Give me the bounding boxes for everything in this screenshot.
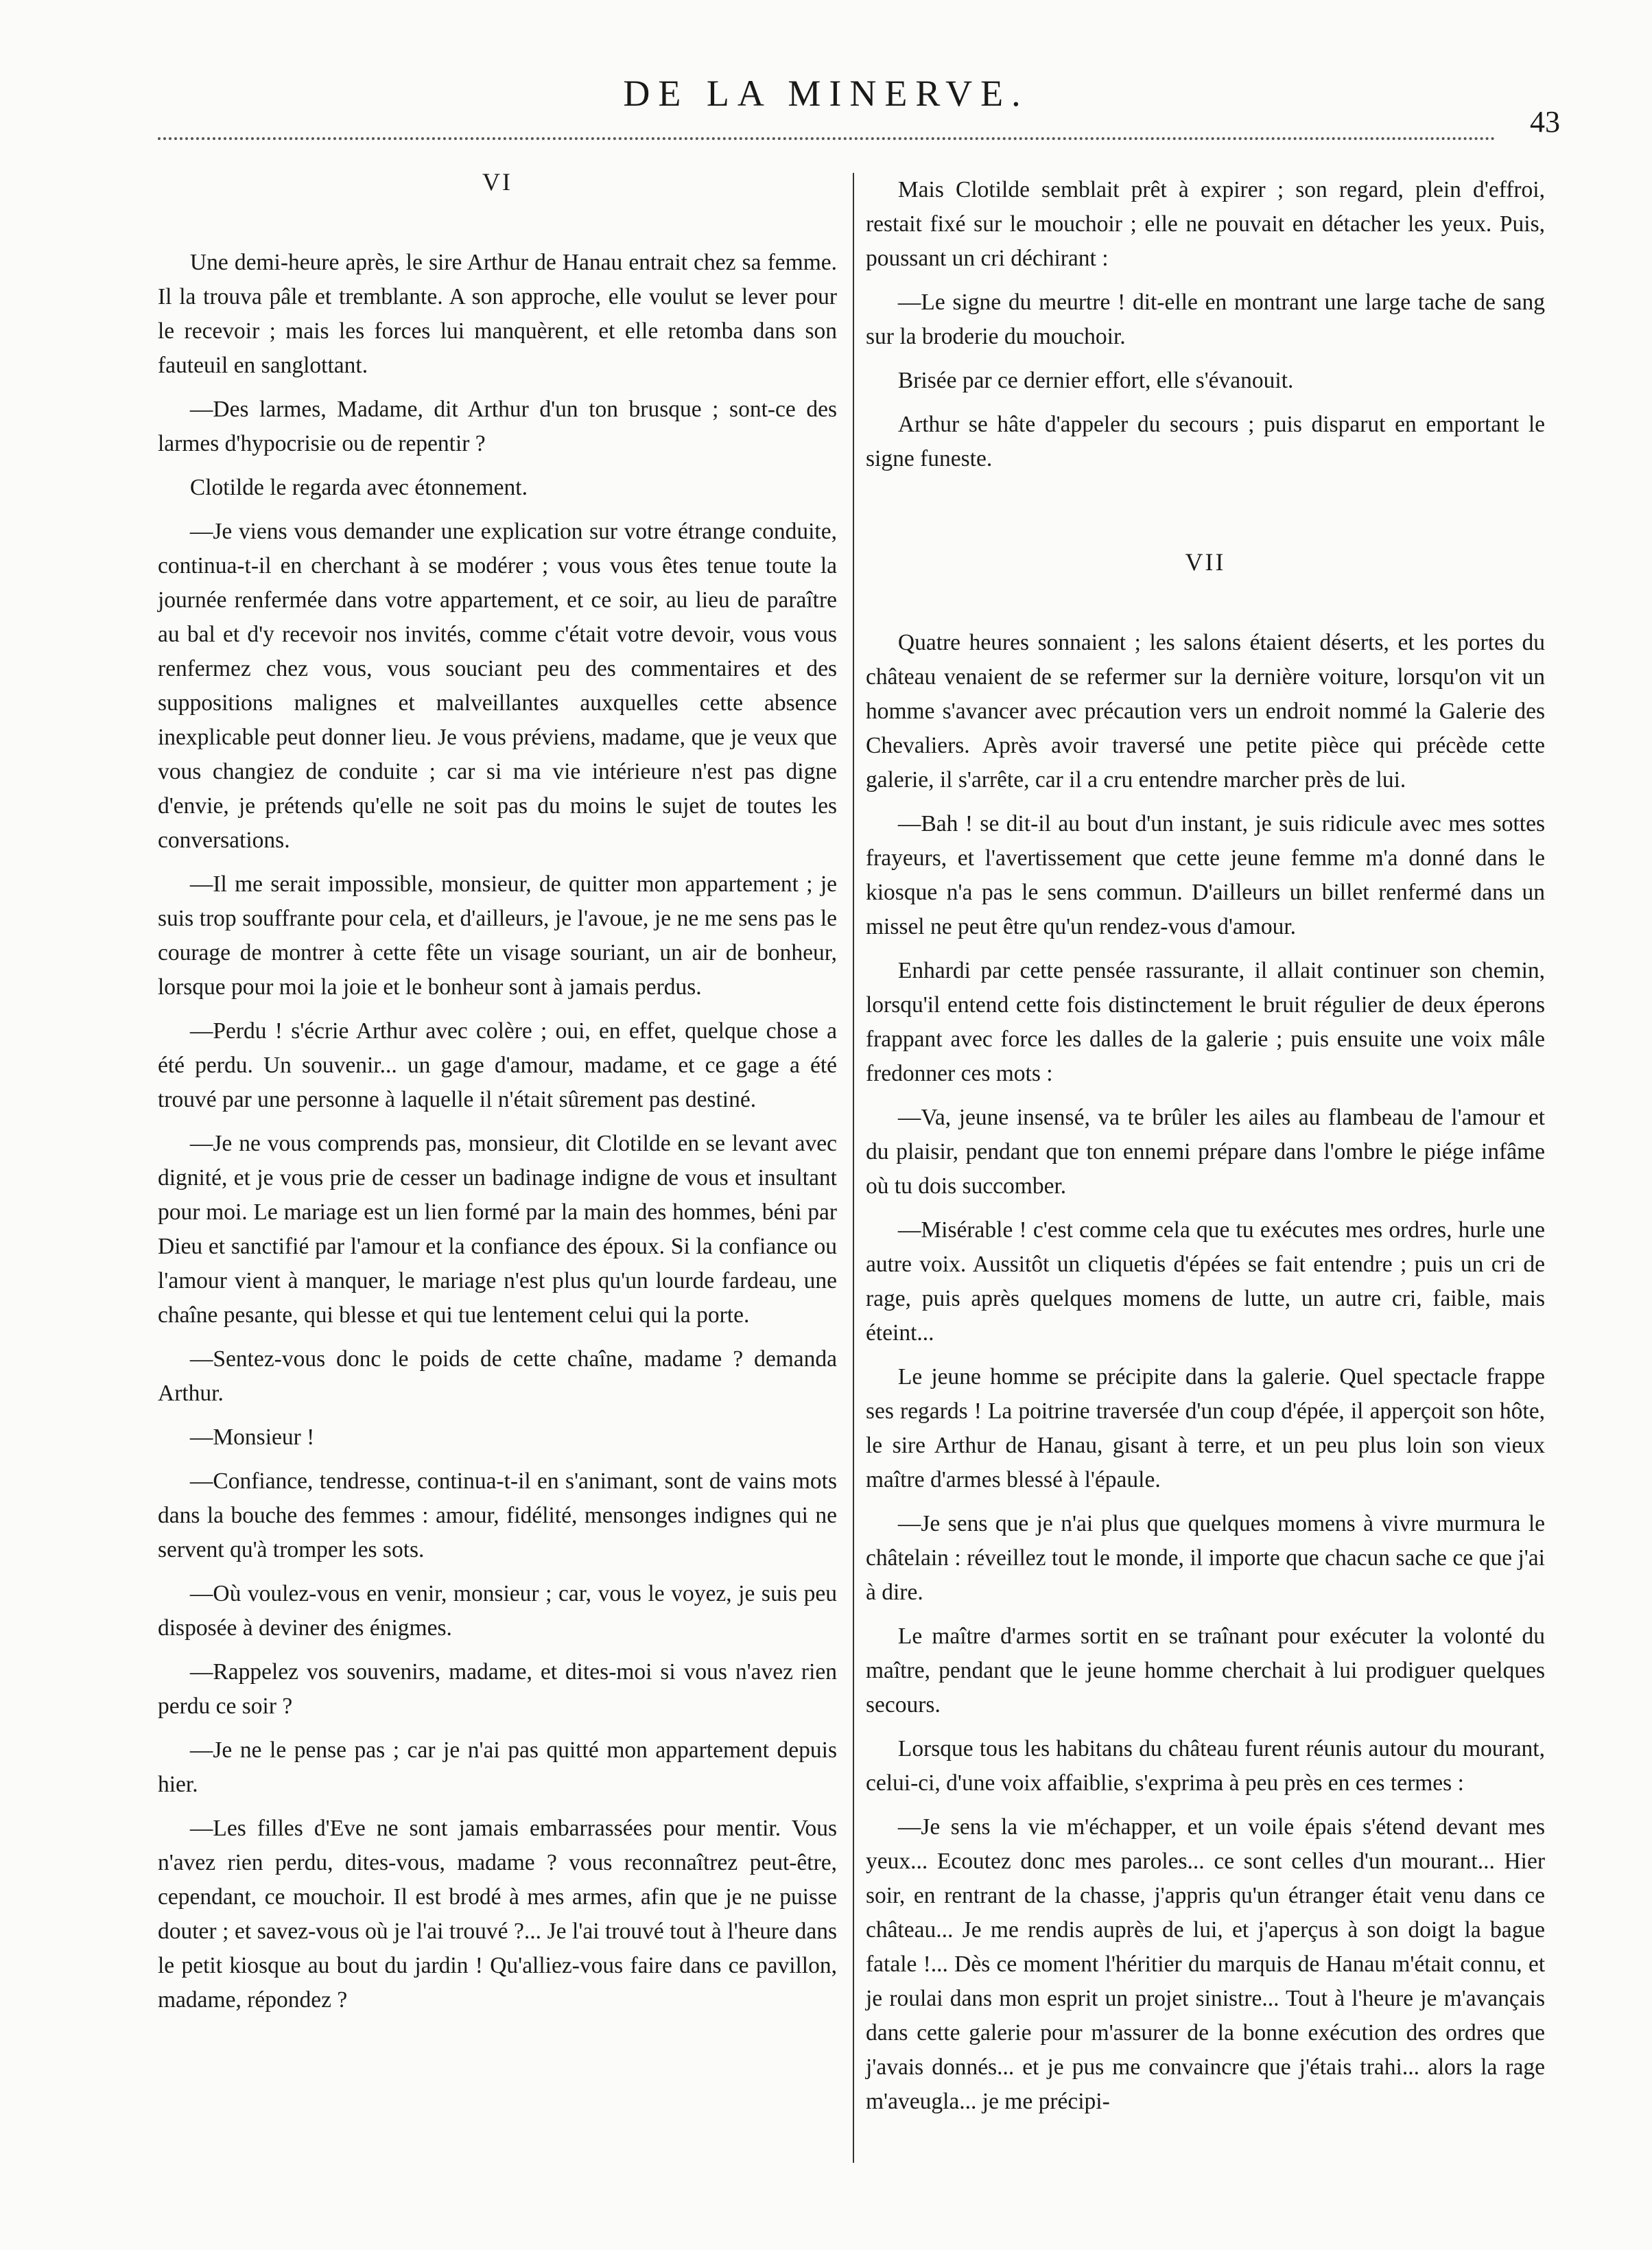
paragraph: —Il me serait impossible, monsieur, de quitter mon appartement ; je suis trop souffrante pour cela, et d'ailleurs, je l'avoue, je ne me sens pas le courage de montrer à cette fête un visage souriant, un air de bonheur, lorsque pour moi la joie et le bonheur sont à jamais perdus. (158, 871, 837, 1000)
paragraph: —Confiance, tendresse, continua-t-il en s'animant, sont de vains mots dans la bouche des femmes : amour, fidélité, mensonges indignes qui ne servent qu'à tromper les sots. (158, 1468, 837, 1562)
paragraph: —Je ne le pense pas ; car je n'ai pas quitté mon appartement depuis hier. (158, 1737, 837, 1797)
right-paragraphs (866, 626, 1545, 2119)
paragraph: —Perdu ! s'écrie Arthur avec colère ; oui, en effet, quelque chose a été perdu. Un souvenir... un gage d'amour, madame, et ce gage a été trouvé par une personne à laquelle il n'était sûrement pas destiné. (158, 1018, 837, 1112)
paragraph: Arthur se hâte d'appeler du secours ; puis disparut en emportant le signe funeste. (866, 412, 1545, 471)
paragraph: —Sentez-vous donc le poids de cette chaîne, madame ? demanda Arthur. (158, 1346, 837, 1406)
paragraph: Mais Clotilde semblait prêt à expirer ; son regard, plein d'effroi, restait fixé sur le mouchoir ; elle ne pouvait en détacher les yeux. Puis, poussant un cri déchirant : (866, 177, 1545, 271)
paragraph: —Les filles d'Eve ne sont jamais embarrassées pour mentir. Vous n'avez rien perdu, dites-vous, madame ? vous reconnaîtrez peut-être, cependant, ce mouchoir. Il est brodé à mes armes, afin que je ne puisse douter ; et savez-vous où je l'ai trouvé ?... Je l'ai trouvé tout à l'heure dans le petit kiosque au bout du jardin ! Qu'alliez-vous faire dans ce pavillon, madame, répondez ? (158, 1816, 837, 2013)
running-title: DE LA MINERVE. (623, 73, 1029, 114)
section-heading-vii: VII (1185, 548, 1226, 576)
paragraph: —Où voulez-vous en venir, monsieur ; car, vous le voyez, je suis peu disposée à deviner des énigmes. (158, 1581, 837, 1641)
paragraph: Le jeune homme se précipite dans la galerie. Quel spectacle frappe ses regards ! La poitrine traversée d'un coup d'épée, il apperçoit son hôte, le sire Arthur de Hanau, gisant à terre, et un peu plus loin son vieux maître d'armes blessé à l'épaule. (866, 1364, 1545, 1492)
paragraph: —Je sens que je n'ai plus que quelques momens à vivre murmura le châtelain : réveillez tout le monde, il importe que chacun sache ce que j'ai à dire. (866, 1511, 1545, 1605)
left-paragraphs (158, 246, 837, 2017)
paragraph: —Bah ! se dit-il au bout d'un instant, je suis ridicule avec mes sottes frayeurs, et l'avertissement que cette jeune femme m'a donné dans le kiosque n'a pas le sens commun. D'ailleurs un billet renfermé dans un missel ne peut être qu'un rendez-vous d'amour. (866, 811, 1545, 939)
paragraph: —Le signe du meurtre ! dit-elle en montrant une large tache de sang sur la broderie du mouchoir. (866, 290, 1545, 349)
paragraph: —Je ne vous comprends pas, monsieur, dit Clotilde en se levant avec dignité, et je vous prie de cesser un badinage indigne de vous et insultant pour moi. Le mariage est un lien formé par la main des hommes, béni par Dieu et sanctifié par l'amour et la confiance des époux. Si la confiance ou l'amour vient à manquer, le mariage n'est plus qu'un lourde fardeau, une chaîne pesante, qui blesse et qui tue lentement celui qui la porte. (158, 1131, 837, 1328)
paragraph: —Rappelez vos souvenirs, madame, et dites-moi si vous n'avez rien perdu ce soir ? (158, 1659, 837, 1719)
paragraph: Clotilde le regarda avec étonnement. (189, 475, 528, 500)
paragraph: Brisée par ce dernier effort, elle s'évanouit. (897, 368, 1294, 393)
paragraph: —Des larmes, Madame, dit Arthur d'un ton brusque ; sont-ce des larmes d'hypocrisie ou de repentir ? (158, 397, 837, 456)
section-heading-vi: VI (482, 168, 512, 196)
paragraph: —Je sens la vie m'échapper, et un voile épais s'étend devant mes yeux... Ecoutez donc mes paroles... ce sont celles d'un mourant... Hier soir, en rentrant de la chasse, j'appris qu'un étranger était venu dans ce château... Je me rendis auprès de lui, et j'aperçus à son doigt la bague fatale !... Dès ce moment l'héritier du marquis de Hanau m'était connu, et je roulai dans mon esprit un projet sinistre... Tout à l'heure je m'avançais dans cette galerie pour m'assurer de la bonne exécution des ordres que j'avais donnés... et je pus me convaincre que j'étais trahi... alors la rage m'aveugla... je me précipi- (866, 1814, 1545, 2114)
paragraph: —Misérable ! c'est comme cela que tu exécutes mes ordres, hurle une autre voix. Aussitôt un cliquetis d'épées se fait entendre ; puis un cri de rage, puis après quelques momens de lutte, un autre cri, faible, mais éteint... (866, 1217, 1545, 1346)
right-column (866, 173, 1545, 2129)
paragraph: Lorsque tous les habitans du château furent réunis autour du mourant, celui-ci, d'une voix affaiblie, s'exprima à peu près en ces termes : (866, 1736, 1545, 1796)
paragraph: Le maître d'armes sortit en se traînant pour exécuter la volonté du maître, pendant que le jeune homme cherchait à lui prodiguer quelques secours. (866, 1624, 1545, 1718)
left-column (158, 165, 837, 2027)
paragraph: —Monsieur ! (189, 1425, 315, 1450)
paragraph: —Je viens vous demander une explication sur votre étrange conduite, continua-t-il en cherchant à se modérer ; vous vous êtes tenue toute la journée renfermée dans votre appartement, et ce soir, au lieu de paraître au bal et d'y recevoir nos invités, comme c'était votre devoir, vous vous renfermez chez vous, vous souciant peu des commentaires et des suppositions malignes et malveillantes auxquelles cette absence inexplicable peut donner lieu. Je vous préviens, madame, que je veux que vous changiez de conduite ; car si ma vie intérieure n'est pas digne d'envie, je prétends qu'elle ne soit pas du moins le sujet de toutes les conversations. (158, 519, 837, 853)
column-divider (853, 173, 854, 2163)
paragraph: Une demi-heure après, le sire Arthur de Hanau entrait chez sa femme. Il la trouva pâle et tremblante. A son approche, elle voulut se lever pour le recevoir ; mais les forces lui manquèrent, et elle retomba dans son fauteuil en sanglottant. (158, 250, 837, 378)
right-top-paragraphs (866, 173, 1545, 476)
paragraph: Quatre heures sonnaient ; les salons étaient déserts, et les portes du château venaient de se refermer sur la dernière voiture, lorsqu'on vit un homme s'avancer avec précaution vers un endroit nommé la Galerie des Chevaliers. Après avoir traversé une petite pièce qui précède cette galerie, il s'arrête, car il a cru entendre marcher près de lui. (866, 630, 1545, 793)
paragraph: —Va, jeune insensé, va te brûler les ailes au flambeau de l'amour et du plaisir, pendant que ton ennemi prépare dans l'ombre le piége infâme où tu dois succomber. (866, 1105, 1545, 1199)
page-number: 43 (1530, 105, 1560, 139)
header-rule (158, 137, 1496, 140)
paragraph: Enhardi par cette pensée rassurante, il allait continuer son chemin, lorsqu'il entend cette fois distinctement le bruit régulier de deux éperons frappant avec force les dalles de la galerie ; puis ensuite une voix mâle fredonner ces mots : (866, 958, 1545, 1086)
